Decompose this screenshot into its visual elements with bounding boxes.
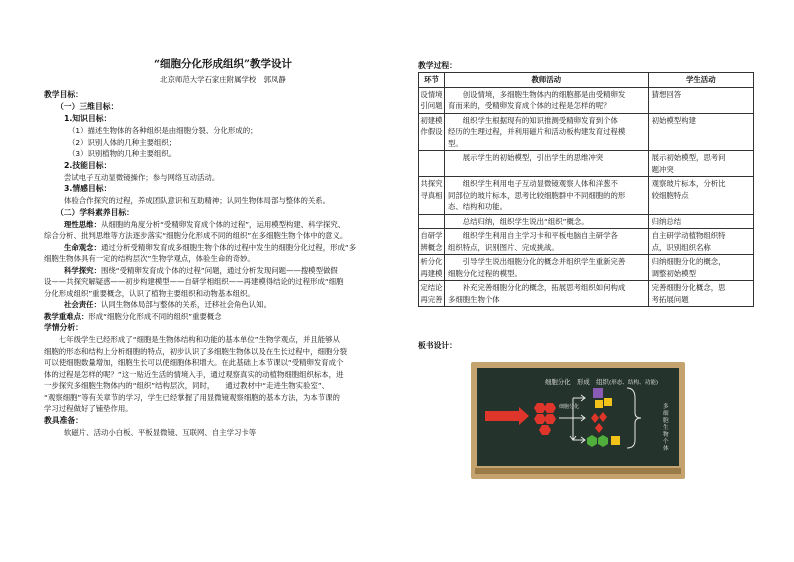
stage-line: 再完善: [420, 294, 443, 304]
red-cell-cluster: [534, 403, 556, 435]
table-header-row: [419, 73, 754, 88]
teacher-cell: [444, 255, 648, 281]
teacher-cell: [444, 151, 648, 177]
analysis-line: 一步探究多细胞生物体内的“组织”结构层次，同时， 通过教材中“走进生物实验室”、: [44, 381, 330, 390]
board-title: 细胞分化 形成 组织: [545, 378, 609, 386]
literacy-line: [44, 219, 386, 231]
teacher-line: 补充完善细胞分化的概念，拓展思考组织如何构成: [447, 283, 626, 292]
stage-line: 引问题: [420, 101, 443, 110]
stage-line: 作假设: [420, 127, 443, 136]
stage-line: 自研学: [420, 231, 443, 240]
board-heading: 板书设计：: [418, 341, 457, 350]
document-author: 北京师范大学石家庄附属学校 郭凤静: [160, 75, 286, 84]
teacher-line: 展示学生的初始模型，引出学生的思维冲突: [447, 153, 604, 162]
student-cell: [648, 151, 753, 177]
process-table: [418, 72, 754, 307]
student-line: 初始模型构建: [651, 115, 696, 125]
student-line: 完善细胞分化概念，思: [651, 283, 726, 292]
student-line: 猜想回答: [651, 89, 682, 99]
key-point-line: [44, 311, 386, 323]
teacher-cell: [444, 177, 648, 215]
literacy-text: 分化形成组织”重要概念，认识了植物主要组织和动物基本组织。: [44, 288, 255, 298]
student-cell: [648, 255, 753, 281]
stage-line: 辨概念: [420, 242, 443, 252]
literacy-line: [44, 288, 386, 300]
student-line: 归纳细胞分化的概念，: [651, 257, 726, 266]
teacher-line: 组织学生根据现有的知识推测受精卵发育到个体: [447, 115, 618, 125]
analysis-line: “观察细胞”等有关章节的学习，学生已经掌握了用显微镜观察细胞的基本方法，为本节课的: [44, 392, 340, 402]
literacy-text: 综合分析、批判思维等方法逐步落实“细胞分化形成不同的组织”在多细胞生物个体中的意义。: [44, 231, 348, 240]
student-cell: [648, 214, 753, 229]
stage-cell: [419, 113, 445, 151]
emotion-heading: 3.情感目标：: [64, 184, 112, 193]
knowledge-item: （2）识别人体的几种主要组织；: [68, 137, 177, 147]
green-cell-group: [587, 435, 608, 447]
analysis-line: 可以使细胞数量增加，细胞生长可以使细胞体积增大。在此基础上本节课以“受精卵发育成个: [44, 358, 344, 367]
student-line: 归纳总结: [651, 216, 682, 226]
student-cell: [648, 229, 753, 255]
teacher-line: 组织特点，识别图片、完成挑战。: [447, 242, 559, 252]
table-row: [419, 229, 754, 255]
chalk-bracket: [627, 388, 641, 448]
board-diagram: [477, 368, 679, 466]
red-diamond-group: [591, 412, 607, 433]
literacy-line: [44, 265, 386, 277]
table-row: [419, 113, 754, 151]
table-row: [419, 87, 754, 113]
literacy-text: 围绕“受精卵发育成个体的过程”问题，通过分析发现问题——搜模型做假: [100, 265, 338, 275]
student-line: 展示初始模型，思考问: [651, 153, 726, 162]
teacher-line: 细胞分化过程的模型。: [447, 268, 522, 278]
prep-heading: 教具准备：: [44, 415, 83, 425]
knowledge-heading: 1.知识目标：: [64, 114, 112, 123]
yellow-cell: [595, 400, 603, 408]
chalk-arrows: [559, 395, 585, 443]
teacher-cell: [444, 281, 648, 307]
stage-line: 初建模: [420, 115, 443, 125]
analysis-line: 七年级学生已经形成了“细胞是生物体结构和功能的基本单位”生物学观点，并且能够从: [44, 335, 340, 344]
stage-cell: [419, 281, 445, 307]
blackboard-surface: [477, 368, 679, 466]
header-stage: 环节: [419, 73, 445, 88]
literacy-line: [44, 276, 386, 288]
literacy-text: 认同生物体局部与整体的关系，迁移社会角色认知。: [100, 300, 271, 309]
student-line: 观察玻片标本，分析比: [651, 179, 726, 188]
teacher-line: 经历的生理过程，并利用磁片和活动板构建发育过程模: [447, 127, 626, 136]
purple-cell: [593, 388, 603, 398]
process-heading: 教学过程：: [418, 61, 457, 70]
student-line: 调整初始模型: [651, 268, 696, 278]
stage-line: 定结论: [420, 283, 443, 292]
board-vertical-text: 多细胞生物个体: [663, 404, 669, 452]
stage-cell: [419, 151, 445, 177]
division-arrow: [485, 407, 529, 425]
teacher-cell: [444, 214, 648, 229]
literacy-text: 从细胞的角度分析“受精卵发育成个体的过程”，运用模型构建、科学探究、: [100, 219, 346, 229]
student-line: 点，识别组织名称: [651, 242, 711, 252]
document-title: “细胞分化形成组织”教学设计: [153, 58, 293, 70]
three-dim-heading: （一）三维目标：: [56, 102, 119, 111]
literacy-lead: 科学探究：: [64, 265, 101, 275]
stage-cell: [419, 229, 445, 255]
student-cell: [648, 281, 753, 307]
student-cell: [648, 177, 753, 215]
teacher-line: 型。: [447, 138, 463, 148]
header-teacher: 教师活动: [444, 73, 648, 88]
literacy-lead: 社会责任：: [64, 300, 101, 309]
prep-text: 软磁片、活动小白板、平板显微镜、互联网、自主学习卡等: [64, 427, 257, 437]
student-line: 自主研学动植物组织特: [651, 231, 726, 240]
analysis-heading: 学情分析：: [44, 323, 83, 332]
literacy-text: 设——共探究解疑惑——初步构建模型——自研学相组织——再建模得结论的过程形成“细胞: [44, 277, 344, 286]
header-student: 学生活动: [648, 73, 753, 88]
teacher-line: 多细胞生物个体: [447, 294, 500, 304]
student-line: 题冲突: [651, 164, 674, 174]
student-line: 考拓展问题: [651, 294, 689, 304]
objectives-heading: 教学目标：: [44, 90, 83, 99]
stage-cell: [419, 255, 445, 281]
emotion-text: 体验合作探究的过程，养成团队意识和互助精神；认同生物体局部与整体的关系。: [64, 196, 331, 205]
table-row: [419, 177, 754, 215]
analysis-line: 细胞的形态和结构上分析细胞的特点，初步认识了多细胞生物体以及在生长过程中，细胞分裂: [44, 346, 348, 356]
teacher-cell: [444, 87, 648, 113]
literacy-line: [44, 230, 386, 242]
right-column: [418, 60, 758, 307]
knowledge-item: （3）识别植物的几种主要组织。: [68, 149, 177, 158]
literacy-heading: （二）学科素养目标：: [56, 207, 134, 217]
blackboard-photo: [471, 362, 685, 479]
teacher-cell: [444, 229, 648, 255]
literacy-text: 通过分析受精卵发育成多细胞生物个体的过程中发生的细胞分化过程，形成“多: [100, 242, 357, 252]
yellow-cell: [604, 398, 612, 406]
stage-line: 共探究: [420, 179, 443, 188]
teacher-line: 引导学生说出细胞分化的概念并组织学生重新完善: [447, 257, 626, 266]
student-cell: [648, 113, 753, 151]
stage-line: 析分化: [420, 257, 443, 266]
stage-line: 再建模: [420, 268, 443, 278]
table-row: [419, 255, 754, 281]
student-line: 较细胞特点: [651, 190, 689, 200]
stage-line: 设情境: [420, 89, 443, 99]
teacher-line: 总结归纳，组织学生说出“组织”概念。: [447, 216, 589, 226]
yellow-cell: [611, 436, 620, 445]
key-point-text: 形成“细胞分化形成不同的组织”重要概念: [88, 311, 222, 321]
key-point-heading: 教学重难点：: [44, 311, 89, 321]
table-row: [419, 214, 754, 229]
literacy-line: [44, 242, 386, 254]
label-differentiation: 细胞分化: [559, 404, 580, 410]
stage-cell: [419, 214, 445, 229]
process-table-body: [419, 87, 754, 307]
literacy-line: [44, 299, 386, 311]
literacy-lead: 理性思维：: [64, 219, 101, 229]
teacher-cell: [444, 113, 648, 151]
teacher-line: 组织学生利用电子互动显微镜观察人体和洋葱不: [447, 179, 618, 188]
teacher-line: 组织学生利用自主学习卡和平板电脑自主研学各: [447, 231, 618, 240]
teacher-line: 态、结构和功能。: [447, 202, 508, 211]
stage-cell: [419, 177, 445, 215]
literacy-lead: 生命观念：: [64, 242, 101, 252]
stage-cell: [419, 87, 445, 113]
skill-text: 尝试电子互动显微镜操作；参与网络互动活动。: [64, 172, 220, 182]
literacy-line: [44, 253, 386, 265]
blackboard-ledge: [475, 468, 681, 474]
student-cell: [648, 87, 753, 113]
skill-heading: 2.技能目标：: [64, 160, 112, 170]
analysis-line: 体的过程是怎样的呢？”这一贴近生活的情境入手，通过观察真实的动植物细胞组织标本，进: [44, 369, 344, 379]
knowledge-item: （1）描述生物体的各种组织是由细胞分裂、分化形成的；: [68, 126, 258, 135]
stage-line: 寻真相: [420, 190, 443, 200]
literacy-text: 细胞生物体具有一定的结构层次”生物学观点，体验生命的奇妙。: [44, 254, 255, 263]
board-subtitle: (形态、结构、功能): [609, 380, 659, 386]
teacher-line: 创设情境，多细胞生物体内的细胞都是由受精卵发: [447, 89, 626, 99]
table-row: [419, 281, 754, 307]
teacher-line: 育而来的，受精卵发育成个体的过程是怎样的呢？: [447, 101, 611, 110]
teacher-line: 同部位的玻片标本，思考比较细胞群中不同细胞的的形: [447, 190, 626, 200]
left-column: [44, 56, 386, 438]
table-row: [419, 151, 754, 177]
analysis-line: 学习过程做好了铺垫作用。: [44, 404, 133, 413]
